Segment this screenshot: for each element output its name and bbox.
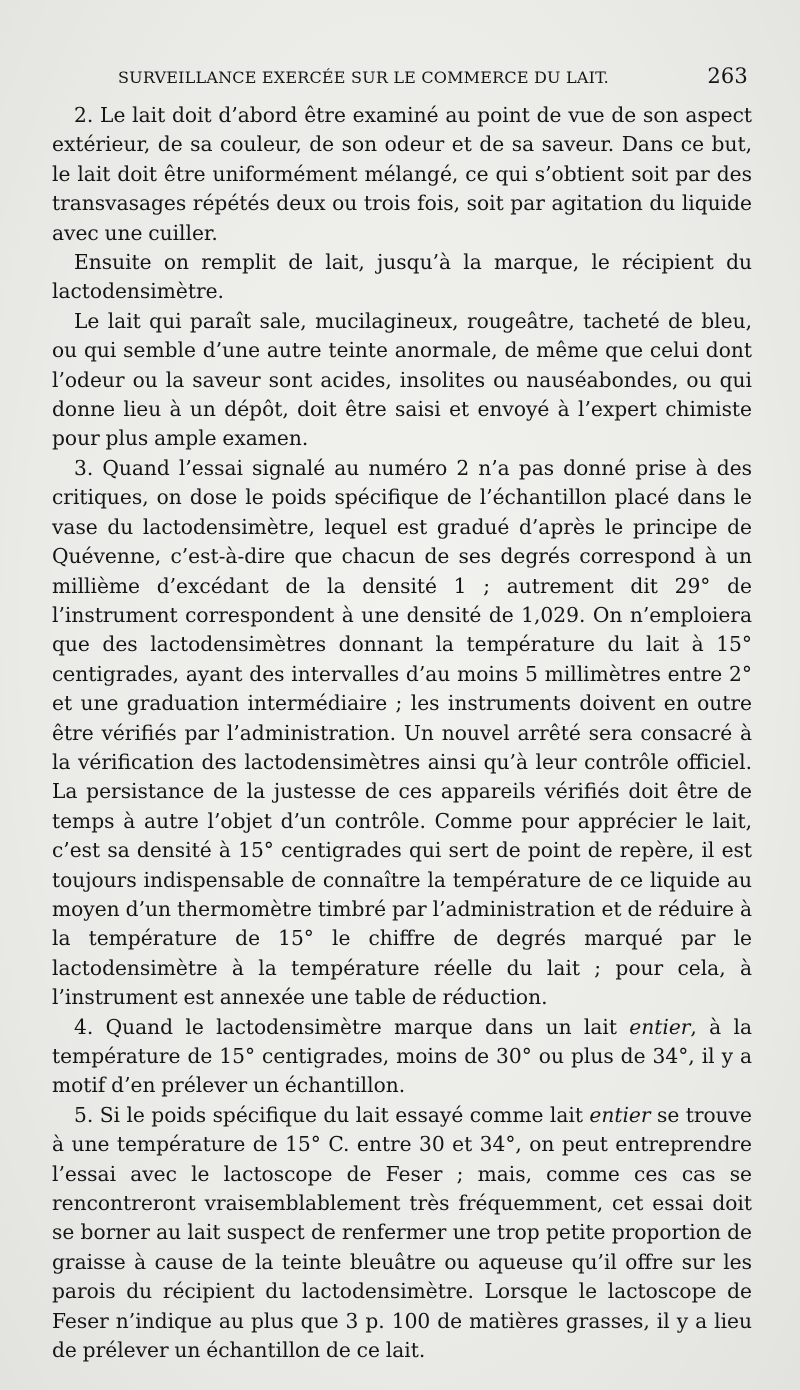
page-header [118,64,748,94]
paragraph-5-start: 5. Si le poids spécifique du lait essayé comme lait [74,1102,590,1127]
paragraph-3: 3. Quand l’essai signalé au numéro 2 n’a pas donné prise à des critiques, on dose le poids spécifique de l’échantillon placé dans le vase du lactodensimètre, lequel est gradué d’après le principe de Quévenne, c’est-à-dire que chacun de ses degrés correspond à un millième d’excédant de la densité 1 ; autrement dit 29° de l’instrument correspondent à une densité de 1,029. On n’emploiera que des lactodensimètres donnant la température du lait à 15° centigrades, ayant des intervalles d’au moins 5 millimètres entre 2° et une graduation intermédiaire ; les instruments doivent en outre être vérifiés par l’administration. Un nouvel arrêté sera consacré à la vérification des lactodensimètres ainsi qu’à leur contrôle officiel. La persistance de la justesse de ces appareils vérifiés doit être de temps à autre l’objet d’un contrôle. Comme pour apprécier le lait, c’est sa densité à 15° centigrades qui sert de point de repère, il est toujours indispensable de connaître la température de ce liquide au moyen d’un thermomètre timbré par l’administration et de réduire à la température de 15° le chiffre de degrés marqué par le lactodensimètre à la température réelle du lait ; pour cela, à l’instrument est annexée une table de réduction. [52,455,752,1010]
page-number: 263 [707,64,748,88]
paragraph-2: 2. Le lait doit d’abord être examiné au point de vue de son aspect extérieur, de sa couleur, de son odeur et de sa saveur. Dans ce but, le lait doit être uniformément mélangé, ce qui s’obtient soit par des transvasages répétés deux ou trois fois, soit par agitation du liquide avec une cuiller. [52,103,752,245]
paragraph-4 [52,1013,752,1101]
paragraph-5-italic: entier [589,1102,651,1127]
paragraph-4-italic: entier [629,1014,691,1039]
paragraph-2-seizure: Le lait qui paraît sale, mucilagineux, rougeâtre, tacheté de bleu, ou qui semble d’une autre teinte anormale, de même que celui dont l’odeur ou la saveur sont acides, insolites ou nauséabondes, ou qui donne lieu à un dépôt, doit être saisi et envoyé à l’expert chimiste pour plus ample examen. [52,308,752,451]
paragraph-5-end: se trouve à une température de 15° C. entre 30 et 34°, on peut entreprendre l’essai avec le lactoscope de Feser ; mais, comme ces cas se rencontreront vraisemblablement très fréquemment, cet essai doit se borner au lait suspect de renfermer une trop petite proportion de graisse à cause de la teinte bleuâtre ou aqueuse qu’il offre sur les parois du récipient du lactodensimètre. Lorsque le lactoscope de Feser n’indique au plus que 3 p. 100 de matières grasses, il y a lieu de prélever un échantillon de ce lait. [52,1102,752,1363]
paragraph-4-end: , à la température de 15° centigrades, moins de 30° ou plus de 34°, il y a motif d’en prélever un échantillon. [52,1014,752,1098]
paragraph-2-continued: Ensuite on remplit de lait, jusqu’à la marque, le récipient du lactodensimètre. [52,250,752,304]
paragraph-4-start: 4. Quand le lactodensimètre marque dans un lait [74,1014,630,1039]
paragraph-5 [52,1101,752,1366]
running-title: SURVEILLANCE EXERCÉE SUR LE COMMERCE DU LAIT. [118,68,609,87]
page-body [52,101,752,1365]
